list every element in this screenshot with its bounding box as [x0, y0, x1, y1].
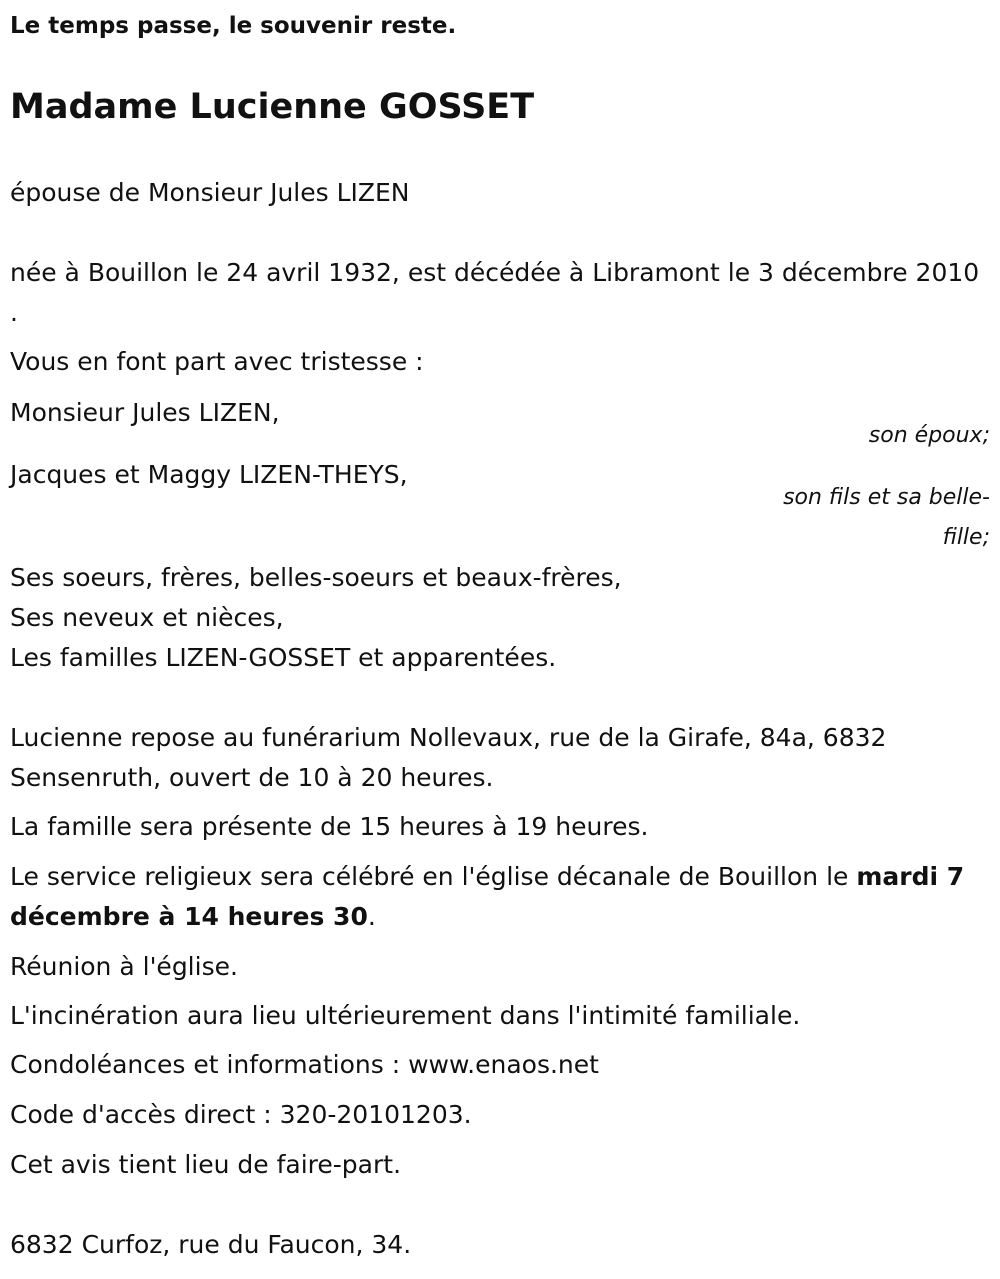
service-suffix: .: [367, 902, 376, 931]
cremation-line: L'incinération aura lieu ultérieurement dans l'intimité familiale.: [10, 1001, 801, 1030]
presence-line: La famille sera présente de 15 heures à 19 heures.: [10, 812, 649, 841]
birth-death-line: née à Bouillon le 24 avril 1932, est décédée à Libramont le 3 décembre 2010 .: [10, 258, 980, 327]
family-line: Ses soeurs, frères, belles-soeurs et beaux-frères,: [10, 563, 622, 592]
condolences-line: Condoléances et informations : www.enaos.net: [10, 1050, 599, 1079]
family-line: Les familles LIZEN-GOSSET et apparentées.: [10, 643, 557, 672]
announce-line: Vous en font part avec tristesse :: [10, 347, 424, 376]
access-code-line: Code d'accès direct : 320-20101203.: [10, 1100, 472, 1129]
motto: Le temps passe, le souvenir reste.: [10, 13, 457, 39]
repose-line: Lucienne repose au funérarium Nollevaux, rue de la Girafe, 84a, 6832 Sensenruth, ouvert de 10 à 20 heures.: [10, 723, 887, 792]
family-line: Ses neveux et nièces,: [10, 603, 284, 632]
service-prefix: Le service religieux sera célébré en l'église décanale de Bouillon le: [10, 862, 857, 891]
mourner-name: Jacques et Maggy LIZEN-THEYS,: [10, 460, 408, 489]
mourner-relation: son époux;: [868, 423, 990, 448]
notice-line: Cet avis tient lieu de faire-part.: [10, 1150, 402, 1179]
address-line: 6832 Curfoz, rue du Faucon, 34.: [10, 1230, 412, 1259]
mourner-name: Monsieur Jules LIZEN,: [10, 398, 280, 427]
service-line: [10, 857, 990, 937]
reunion-line: Réunion à l'église.: [10, 952, 238, 981]
service-datetime: mardi 7 décembre à 14 heures 30: [10, 862, 965, 931]
mourner-relation: son fils et sa belle-fille;: [783, 485, 990, 550]
spouse-line: épouse de Monsieur Jules LIZEN: [10, 178, 410, 207]
deceased-name: Madame Lucienne GOSSET: [10, 87, 535, 127]
